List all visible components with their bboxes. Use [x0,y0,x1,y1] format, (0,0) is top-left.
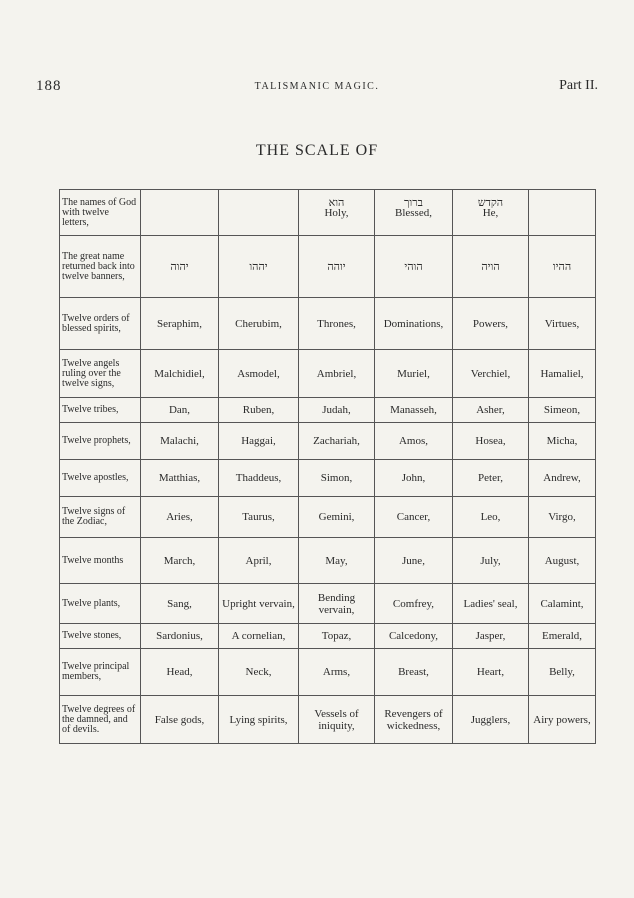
table-cell: Jasper, [453,624,529,649]
table-cell: Simon, [299,460,375,497]
table-cell: Cherubim, [219,298,299,350]
row-label: Twelve plants, [60,584,141,624]
table-cell: Bending vervain, [299,584,375,624]
table-title: THE SCALE OF [255,142,379,159]
table-cell: Matthias, [141,460,219,497]
table-cell: August, [529,538,596,584]
hebrew-word: הוא [328,197,345,209]
table-cell: Thrones, [299,298,375,350]
page-number: 188 [36,78,62,94]
table-row [60,350,596,398]
table-cell: Seraphim, [141,298,219,350]
table-cell: Aries, [141,497,219,538]
table-row [60,624,596,649]
english-word: Holy, [324,207,349,219]
table-cell: Belly, [529,649,596,696]
row-label: Twelve prophets, [60,423,141,460]
table-cell: Calamint, [529,584,596,624]
table-cell: Andrew, [529,460,596,497]
hebrew-word: ברוך [404,197,423,209]
table-cell: Topaz, [299,624,375,649]
table-cell: Sardonius, [141,624,219,649]
row-label: Twelve degrees of the damned, and of devils. [60,696,141,744]
row-label: Twelve angels ruling over the twelve signs, [60,350,141,398]
table-cell: Upright vervain, [219,584,299,624]
table-cell: Lying spirits, [219,696,299,744]
table-cell: Malachi, [141,423,219,460]
table-cell: March, [141,538,219,584]
table-row [60,460,596,497]
table-cell: Manasseh, [375,398,453,423]
table-row [60,649,596,696]
table-row [60,538,596,584]
row-label: Twelve principal members, [60,649,141,696]
table-row [60,584,596,624]
table-cell: Peter, [453,460,529,497]
hebrew-banner-cell: הוהי [375,236,453,298]
table-cell: Dominations, [375,298,453,350]
row-label: The names of God with twelve letters, [60,190,141,236]
table-cell: May, [299,538,375,584]
table-cell: Calcedony, [375,624,453,649]
table-cell: Neck, [219,649,299,696]
table-cell: Ruben, [219,398,299,423]
table-cell: Sang, [141,584,219,624]
table-cell: Verchiel, [453,350,529,398]
table-cell: A cornelian, [219,624,299,649]
hebrew-banner-cell: יההו [219,236,299,298]
table-cell: Amos, [375,423,453,460]
table-row [60,190,596,236]
table-cell [299,190,375,236]
table-row [60,696,596,744]
table-cell: Gemini, [299,497,375,538]
table-row [60,236,596,298]
table-cell: Zachariah, [299,423,375,460]
table-cell: Leo, [453,497,529,538]
english-word: Blessed, [395,207,432,219]
table-cell: Malchidiel, [141,350,219,398]
hebrew-word: הקדש [477,197,504,209]
table-cell: Comfrey, [375,584,453,624]
table-cell: Cancer, [375,497,453,538]
table-cell: Taurus, [219,497,299,538]
table-cell: Asher, [453,398,529,423]
row-label: Twelve months [60,538,141,584]
table-cell [219,190,299,236]
table-cell [141,190,219,236]
table-cell: Vessels of iniquity, [299,696,375,744]
table-cell: Hamaliel, [529,350,596,398]
table-cell: False gods, [141,696,219,744]
table-cell: Heart, [453,649,529,696]
table-row [60,298,596,350]
table-row [60,423,596,460]
table-cell: Emerald, [529,624,596,649]
table-cell: Asmodel, [219,350,299,398]
row-label: Twelve orders of blessed spirits, [60,298,141,350]
table-cell: Muriel, [375,350,453,398]
table-cell: Arms, [299,649,375,696]
table-cell: Breast, [375,649,453,696]
table-cell: Dan, [141,398,219,423]
english-word: He, [482,207,499,219]
table-cell: Hosea, [453,423,529,460]
part-label: Part II. [559,78,598,93]
table-row [60,398,596,423]
table-cell: July, [453,538,529,584]
row-label: Twelve signs of the Zodiac, [60,497,141,538]
table-cell [453,190,529,236]
table-row [60,497,596,538]
table-cell: Powers, [453,298,529,350]
hebrew-banner-cell: יוהה [299,236,375,298]
table-cell [375,190,453,236]
table-cell: June, [375,538,453,584]
scale-table [59,189,596,744]
table-cell: Haggai, [219,423,299,460]
running-title: TALISMANIC MAGIC. [254,81,380,92]
table-cell: Revengers of wickedness, [375,696,453,744]
table-cell: Micha, [529,423,596,460]
page-header [36,78,598,100]
table-cell: John, [375,460,453,497]
hebrew-banner-cell: הויה [453,236,529,298]
table-cell: Judah, [299,398,375,423]
row-label: Twelve tribes, [60,398,141,423]
table-cell: Head, [141,649,219,696]
table-cell: Jugglers, [453,696,529,744]
row-label: Twelve stones, [60,624,141,649]
table-cell: Simeon, [529,398,596,423]
table-cell: Virtues, [529,298,596,350]
hebrew-banner-cell: ההיו [529,236,596,298]
table-cell [529,190,596,236]
scale-table-body [60,190,596,744]
row-label: Twelve apostles, [60,460,141,497]
table-cell: Virgo, [529,497,596,538]
table-cell: Thaddeus, [219,460,299,497]
table-cell: Ladies' seal, [453,584,529,624]
hebrew-banner-cell: יהוה [141,236,219,298]
table-cell: Ambriel, [299,350,375,398]
table-cell: Airy powers, [529,696,596,744]
table-cell: April, [219,538,299,584]
row-label: The great name returned back into twelve banners, [60,236,141,298]
